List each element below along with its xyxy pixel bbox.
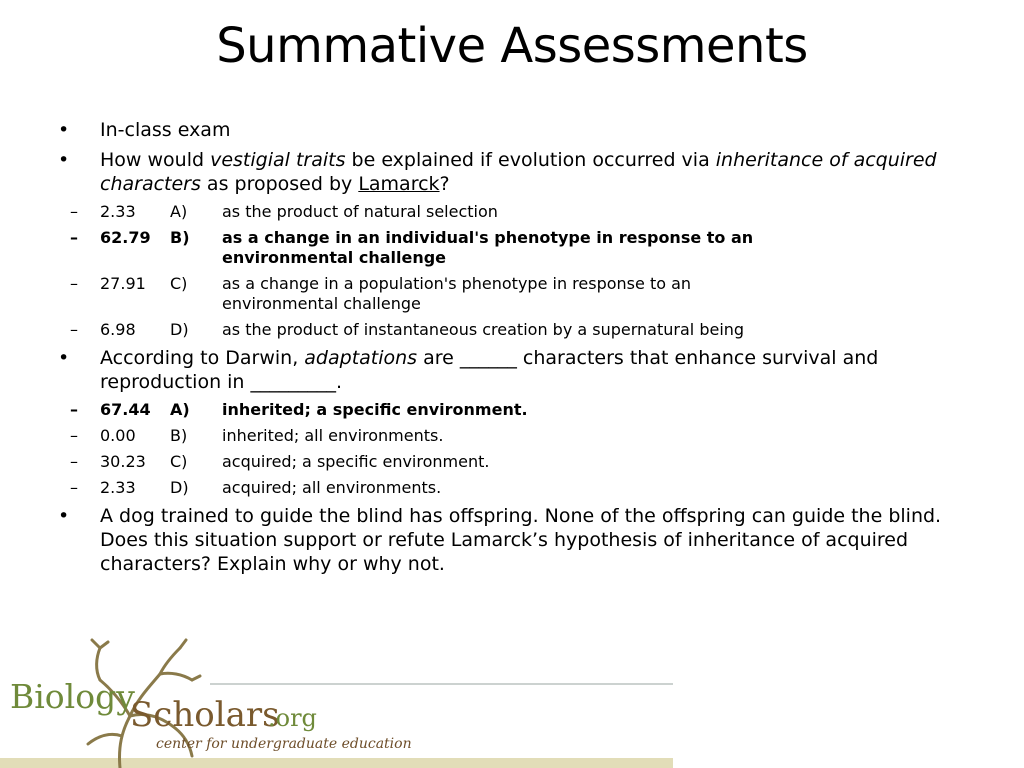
option-letter: D) — [170, 320, 189, 339]
option-row: – 27.91 C) as a change in a population's phenotype in response to an environmental challenge — [56, 274, 976, 314]
option-percent: 30.23 — [100, 452, 146, 471]
option-row: – 2.33 A) as the product of natural selection — [56, 202, 976, 222]
option-letter: B) — [170, 426, 188, 445]
option-text: as a change in an individual's phenotype in response to an environmental challenge — [222, 228, 754, 267]
option-percent: 62.79 — [100, 228, 151, 247]
slide-title: Summative Assessments — [216, 18, 808, 74]
footer-band — [0, 758, 673, 768]
option-text: acquired; all environments. — [222, 478, 442, 497]
option-letter: D) — [170, 478, 189, 497]
option-text: as the product of natural selection — [222, 202, 498, 221]
option-percent: 0.00 — [100, 426, 136, 445]
question-adaptations: • According to Darwin, adaptations are ______ characters that enhance survival and reproduction in _________. — [56, 346, 976, 394]
option-text: inherited; a specific environment. — [222, 400, 528, 419]
option-letter: A) — [170, 202, 188, 221]
option-letter: C) — [170, 452, 188, 471]
option-percent: 2.33 — [100, 478, 136, 497]
option-text: as the product of instantaneous creation by a supernatural being — [222, 320, 745, 339]
slide-content — [56, 118, 976, 582]
question-guide-dog: • A dog trained to guide the blind has offspring. None of the offspring can guide the blind. Does this situation support or refute Lamarck’s hypothesis of inheritance of acquired characters? Explain why or why not. — [56, 504, 976, 576]
biologyscholars-logo — [0, 636, 680, 768]
option-percent: 67.44 — [100, 400, 151, 419]
option-letter: C) — [170, 274, 188, 293]
option-letter: A) — [170, 400, 190, 419]
option-letter: B) — [170, 228, 190, 247]
question-2-options — [56, 400, 976, 498]
bullet-in-class-exam: • In-class exam — [56, 118, 976, 142]
option-row-correct: – 67.44 A) inherited; a specific environment. — [56, 400, 976, 420]
option-percent: 6.98 — [100, 320, 136, 339]
option-percent: 27.91 — [100, 274, 146, 293]
logo-biology-text: Biology — [10, 677, 135, 716]
question-vestigial-traits: • How would vestigial traits be explained if evolution occurred via inheritance of acquired characters as proposed by Lamarck? — [56, 148, 976, 196]
option-text: acquired; a specific environment. — [222, 452, 490, 471]
question-1-options — [56, 202, 976, 340]
option-row: – 6.98 D) as the product of instantaneous creation by a supernatural being — [56, 320, 976, 340]
lamarck-link-text: Lamarck — [358, 173, 440, 195]
option-row: – 2.33 D) acquired; all environments. — [56, 478, 976, 498]
option-text: inherited; all environments. — [222, 426, 444, 445]
option-text: as a change in a population's phenotype in response to an environmental challenge — [222, 274, 692, 313]
logo-tagline: center for undergraduate education — [156, 736, 412, 752]
logo-org-text: .org — [268, 704, 317, 732]
logo-scholars-text: Scholars — [130, 695, 280, 735]
option-row: – 30.23 C) acquired; a specific environment. — [56, 452, 976, 472]
option-row: – 0.00 B) inherited; all environments. — [56, 426, 976, 446]
option-percent: 2.33 — [100, 202, 136, 221]
option-row-correct: – 62.79 B) as a change in an individual's phenotype in response to an environmental challenge — [56, 228, 976, 268]
